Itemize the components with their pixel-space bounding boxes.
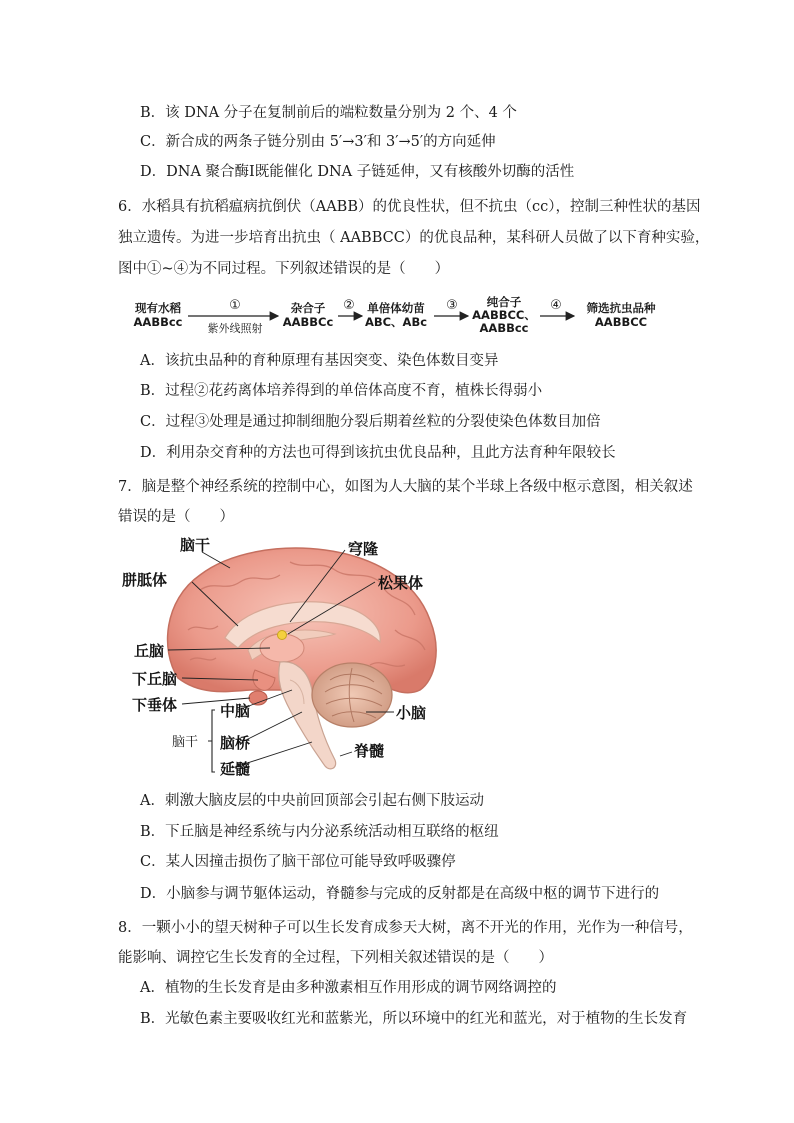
flow-stage1-name: 现有水稻 bbox=[135, 301, 181, 315]
flow-step1-note: 紫外线照射 bbox=[207, 322, 263, 335]
flow-step3-label: ③ bbox=[446, 298, 458, 313]
breeding-flowchart bbox=[128, 292, 668, 342]
q6-stem-line2: 独立遗传。为进一步培育出抗虫（ AABBCC）的优良品种，某科研人员做了以下育种实验， bbox=[118, 230, 710, 246]
label-medulla: 延髓 bbox=[220, 760, 251, 778]
flow-stage5-genotype: AABBCC bbox=[594, 315, 648, 329]
flow-stage3-genotype: ABC、ABc bbox=[364, 315, 428, 329]
flow-step2-label: ② bbox=[343, 298, 355, 313]
q8-option-a: A．植物的生长发育是由多种激素相互作用形成的调节网络调控的 bbox=[140, 980, 557, 996]
q8-stem-line2: 能影响、调控它生长发育的全过程，下列相关叙述错误的是（ ） bbox=[118, 950, 553, 966]
brain-diagram bbox=[122, 530, 460, 785]
q7-stem-line2: 错误的是（ ） bbox=[118, 509, 234, 525]
pineal-body bbox=[278, 631, 287, 640]
label-thalamus: 丘脑 bbox=[134, 642, 165, 660]
q8-stem-line1: 8．一颗小小的望天树种子可以生长发育成参天大树，离不开光的作用，光作为一种信号， bbox=[118, 920, 693, 936]
flow-stage2-name: 杂合子 bbox=[290, 301, 326, 315]
flow-stage5-name: 筛选抗虫品种 bbox=[586, 301, 656, 315]
label-cerebellum: 小脑 bbox=[396, 704, 427, 722]
label-corpus-callosum: 胼胝体 bbox=[122, 571, 168, 589]
label-brainstem-top: 脑干 bbox=[180, 536, 211, 554]
flow-stage4-genotype2: AABBcc bbox=[479, 321, 529, 335]
q6-option-b: B．过程②花药离体培养得到的单倍体高度不育，植株长得弱小 bbox=[140, 383, 543, 399]
label-pons: 脑桥 bbox=[220, 734, 251, 752]
flow-step1-label: ① bbox=[229, 298, 241, 313]
flow-stage4-name: 纯合子 bbox=[486, 295, 522, 309]
q7-option-b: B．下丘脑是神经系统与内分泌系统活动相互联络的枢纽 bbox=[140, 824, 499, 840]
q5-option-b: B．该 DNA 分子在复制前后的端粒数量分别为 2 个、4 个 bbox=[140, 105, 517, 121]
q7-option-a: A．刺激大脑皮层的中央前回顶部会引起右侧下肢运动 bbox=[140, 793, 484, 809]
flow-stage2-genotype: AABBCc bbox=[282, 315, 334, 329]
brainstem-brace bbox=[208, 710, 215, 772]
flow-step4-label: ④ bbox=[550, 298, 562, 313]
q7-option-c: C．某人因撞击损伤了脑干部位可能导致呼吸骤停 bbox=[140, 854, 456, 870]
q7-option-d: D．小脑参与调节躯体运动，脊髓参与完成的反射都是在高级中枢的调节下进行的 bbox=[140, 886, 660, 902]
label-brainstem-brace: 脑干 bbox=[172, 735, 199, 750]
q6-option-c: C．过程③处理是通过抑制细胞分裂后期着丝粒的分裂使染色体数目加倍 bbox=[140, 414, 601, 430]
q6-stem-line3: 图中①~④为不同过程。下列叙述错误的是（ ） bbox=[118, 261, 450, 277]
q5-option-d: D．DNA 聚合酶Ⅰ既能催化 DNA 子链延伸，又有核酸外切酶的活性 bbox=[140, 164, 575, 180]
q6-option-a: A．该抗虫品种的育种原理有基因突变、染色体数目变异 bbox=[140, 353, 499, 369]
flow-stage3-name: 单倍体幼苗 bbox=[367, 301, 425, 315]
label-fornix: 穹隆 bbox=[348, 540, 379, 558]
q6-stem-line1: 6．水稻具有抗稻瘟病抗倒伏（AABB）的优良性状，但不抗虫（cc），控制三种性状的基因 bbox=[118, 199, 701, 215]
q8-option-b: B．光敏色素主要吸收红光和蓝紫光，所以环境中的红光和蓝光，对于植物的生长发育 bbox=[140, 1011, 688, 1027]
label-spinal-cord: 脊髓 bbox=[354, 742, 385, 760]
flow-stage1-genotype: AABBcc bbox=[133, 315, 183, 329]
q7-stem-line1: 7．脑是整个神经系统的控制中心，如图为人大脑的某个半球上各级中枢示意图，相关叙述 bbox=[118, 479, 693, 495]
label-hypothalamus: 下丘脑 bbox=[132, 670, 178, 688]
label-pineal-body: 松果体 bbox=[378, 574, 424, 592]
q5-option-c: C．新合成的两条子链分别由 5′→3′和 3′→5′的方向延伸 bbox=[140, 134, 496, 150]
flow-arrows bbox=[128, 292, 668, 342]
label-midbrain: 中脑 bbox=[220, 702, 251, 720]
q6-option-d: D．利用杂交育种的方法也可得到该抗虫优良品种，且此方法育种年限较长 bbox=[140, 445, 616, 461]
flow-stage4-genotype1: AABBCC、 bbox=[472, 308, 536, 322]
label-pituitary: 下垂体 bbox=[132, 696, 178, 714]
